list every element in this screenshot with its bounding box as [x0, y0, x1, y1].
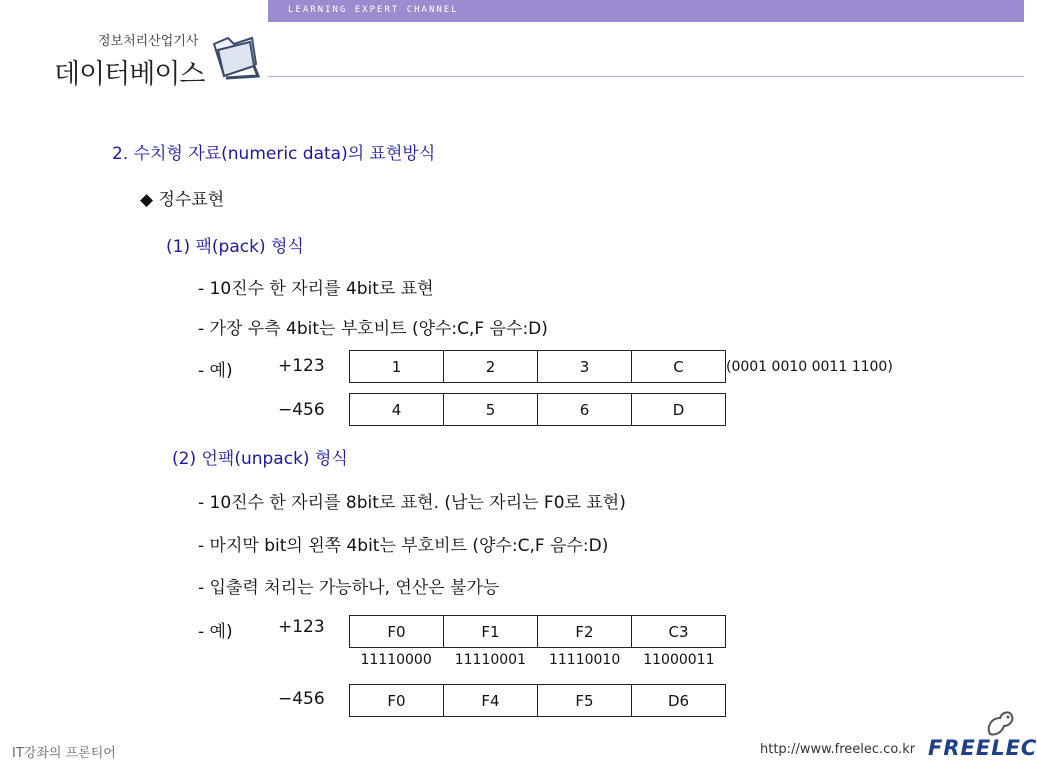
table-cell: 5 [444, 394, 538, 425]
table-cell: 4 [350, 394, 444, 425]
binary-value: 11000011 [643, 652, 715, 668]
unpack-line-2: - 마지막 bit의 왼쪽 4bit는 부호비트 (양수:C,F 음수:D) [198, 536, 609, 556]
footer-slogan: IT강좌의 프론티어 [12, 746, 116, 761]
table-cell: 6 [538, 394, 632, 425]
pack-line-1: - 10진수 한 자리를 4bit로 표현 [198, 279, 434, 299]
unpack-line-3: - 입출력 처리는 가능하나, 연산은 불가능 [198, 578, 500, 598]
table-cell: C [673, 357, 684, 376]
pack-positive-label: +123 [278, 356, 325, 376]
table-cell: 1 [350, 351, 444, 382]
pack-heading: (1) 팩(pack) 형식 [166, 237, 304, 257]
topic-heading: ◆ 정수표현 [140, 190, 225, 210]
table-cell: D6 [667, 691, 690, 710]
unpack-positive-table [349, 615, 726, 648]
table-cell: 2 [444, 351, 538, 382]
pack-binary-note: (0001 0010 0011 1100) [726, 359, 893, 375]
pack-positive-table [349, 350, 726, 383]
header-subtitle: 정보처리산업기사 [98, 34, 199, 49]
folder-icon [208, 34, 260, 84]
section-heading: 2. 수치형 자료(numeric data)의 표현방식 [112, 144, 436, 164]
mascot-icon [984, 708, 1016, 742]
table-cell: F4 [444, 685, 538, 716]
table-cell: F1 [444, 616, 538, 647]
pack-negative-label: −456 [278, 400, 325, 420]
pack-example-label: - 예) [198, 361, 233, 381]
table-cell: F0 [350, 616, 444, 647]
table-cell: C3 [668, 622, 689, 641]
unpack-negative-table [349, 684, 726, 717]
table-cell: 3 [538, 351, 632, 382]
pack-line-2: - 가장 우측 4bit는 부호비트 (양수:C,F 음수:D) [198, 319, 548, 339]
freelec-logo: FREELEC [928, 736, 1037, 760]
table-cell: F2 [538, 616, 632, 647]
table-cell: F0 [350, 685, 444, 716]
footer-url[interactable]: http://www.freelec.co.kr [760, 742, 916, 757]
header-title: 데이터베이스 [54, 59, 205, 90]
banner-text: LEARNING EXPERT CHANNEL [288, 5, 459, 15]
pack-negative-table [349, 393, 726, 426]
unpack-heading: (2) 언팩(unpack) 형식 [172, 449, 348, 469]
unpack-negative-label: −456 [278, 689, 325, 709]
table-cell: D [672, 400, 685, 419]
unpack-positive-label: +123 [278, 617, 325, 637]
binary-value: 11110001 [454, 652, 526, 668]
unpack-line-1: - 10진수 한 자리를 8bit로 표현. (남는 자리는 F0로 표현) [198, 493, 626, 513]
unpack-binary-row [349, 652, 726, 668]
header-divider [268, 76, 1024, 77]
unpack-example-label: - 예) [198, 622, 233, 642]
table-cell: F5 [538, 685, 632, 716]
binary-value: 11110010 [548, 652, 621, 668]
binary-value: 11110000 [360, 652, 432, 668]
